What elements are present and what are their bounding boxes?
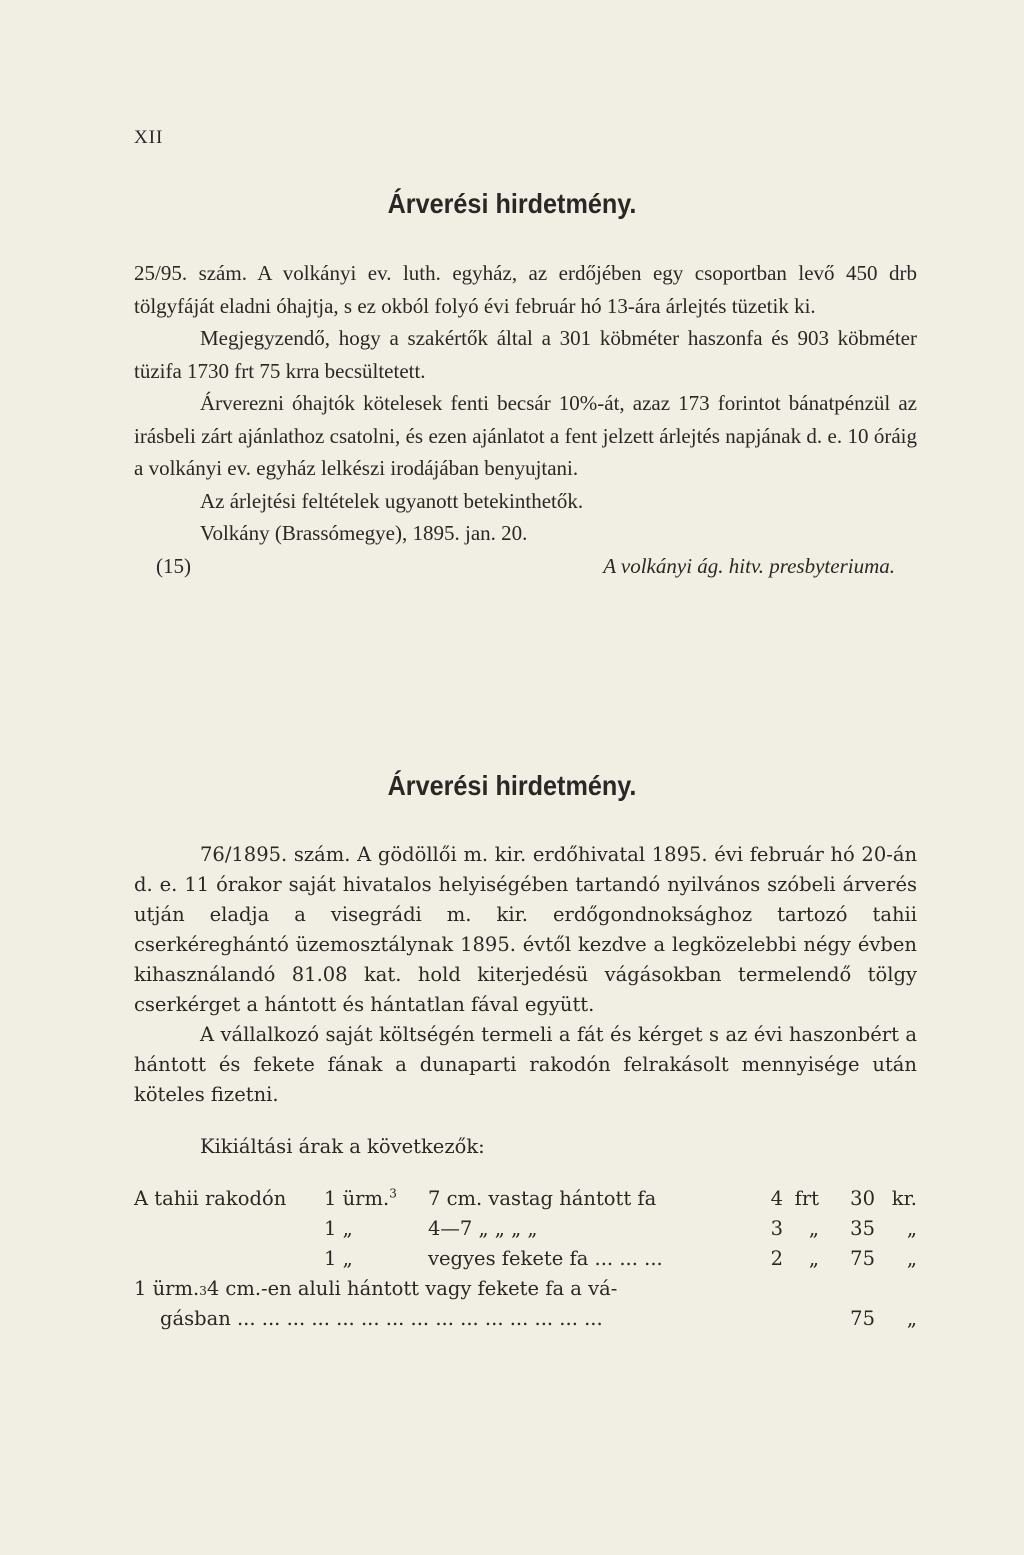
price-frt: 3: [770, 1217, 783, 1240]
signature-number: (15): [156, 553, 191, 578]
price-frt-label: frt: [794, 1187, 819, 1210]
price-quantity: 1 „: [324, 1217, 353, 1240]
price-description: 4—7 „ „ „ „: [428, 1217, 538, 1240]
page-number: XII: [134, 127, 164, 148]
notice-1-paragraph: Az árlejtési feltételek ugyanott betekinthetők.: [200, 488, 584, 513]
notice-1-paragraph: 25/95. szám. A volkányi ev. luth. egyház, az erdőjében egy csoportban levő 450 drb tölgyfáját eladni óhajtja, s ez okból folyó évi február hó 13-ára árlejtés tüzetik ki.: [134, 261, 917, 318]
notice-1-title: Árverési hirdetmény.: [387, 188, 637, 219]
notice-2-paragraph: A vállalkozó saját költségén termeli a fát és kérget s az évi haszonbért a hántott és fekete fának a dunaparti rakodón felrakásolt mennyisége után köteles fizetni.: [134, 1023, 917, 1106]
notice-2-paragraph: 76/1895. szám. A gödöllői m. kir. erdőhivatal 1895. évi február hó 20-án d. e. 11 órakor saját hivatalos helyiségében tartandó nyilvános szóbeli árverés utján eladja a visegrádi m. kir. erdőgondnoksághoz tartozó tahii cserkéreghántó üzemosztálynak 1895. évtől kezdve a legközelebbi négy évben kihasználandó 81.08 kat. hold kiterjedésü vágásokban termelendő tölgy cserkérget a hántott és hántatlan fával együtt.: [134, 843, 917, 1016]
price-last-item-line1: 1 ürm. 3 4 cm.-en aluli hántott vagy fekete fa a vá-: [134, 1277, 618, 1300]
price-kr-label: kr.: [891, 1187, 917, 1210]
price-row: [134, 1184, 917, 1214]
price-description: 7 cm. vastag hántott fa: [428, 1187, 657, 1210]
price-description: vegyes fekete fa ... ... ...: [428, 1247, 663, 1270]
notice-1-signature: [134, 550, 917, 583]
price-frt-label: „: [808, 1247, 819, 1270]
prices-intro: Kikiáltási árak a következők:: [200, 1135, 485, 1158]
price-kr-label: „: [906, 1307, 917, 1330]
price-description: gásban ... ... ... ... ... ... ... ... ... ... ... ... ... ... ...: [160, 1307, 603, 1330]
price-kr: 75: [850, 1247, 875, 1270]
price-row: [134, 1244, 917, 1274]
notice-1-paragraph: Megjegyzendő, hogy a szakértők által a 301 köbméter haszonfa és 903 köbméter tüzifa 1730 frt 75 krra becsültetett.: [134, 326, 917, 383]
price-kr: 30: [850, 1187, 875, 1210]
notice-1-paragraph: Volkány (Brassómegye), 1895. jan. 20.: [200, 521, 528, 545]
notice-2-body: [134, 840, 917, 1334]
price-quantity: 1 „: [324, 1247, 353, 1270]
price-frt: 2: [770, 1247, 783, 1270]
price-last-item-line2: [134, 1304, 917, 1334]
notice-2-title: Árverési hirdetmény.: [387, 770, 637, 801]
price-kr: 75: [850, 1307, 875, 1330]
notice-1-paragraph: Árverezni óhajtók kötelesek fenti becsár 10%-át, azaz 173 forintot bánatpénzül az irásbeli zárt ajánlathoz csatolni, és ezen ajánlatot a fent jelzett árlejtés napjának d. e. 10 óráig a volkányi ev. egyház lelkészi irodájában benyujtani.: [134, 391, 917, 480]
price-frt: 4: [770, 1187, 783, 1210]
price-frt-label: „: [808, 1217, 819, 1240]
price-kr-label: „: [906, 1247, 917, 1270]
price-kr-label: „: [906, 1217, 917, 1240]
price-row: [134, 1214, 917, 1244]
notice-1-body: [134, 257, 917, 582]
price-kr: 35: [850, 1217, 875, 1240]
signature-text: A volkányi ág. hitv. presbyteriuma.: [603, 553, 895, 578]
price-place: A tahii rakodón: [134, 1187, 287, 1210]
price-quantity: 1 ürm.$^3$: [324, 1186, 397, 1210]
